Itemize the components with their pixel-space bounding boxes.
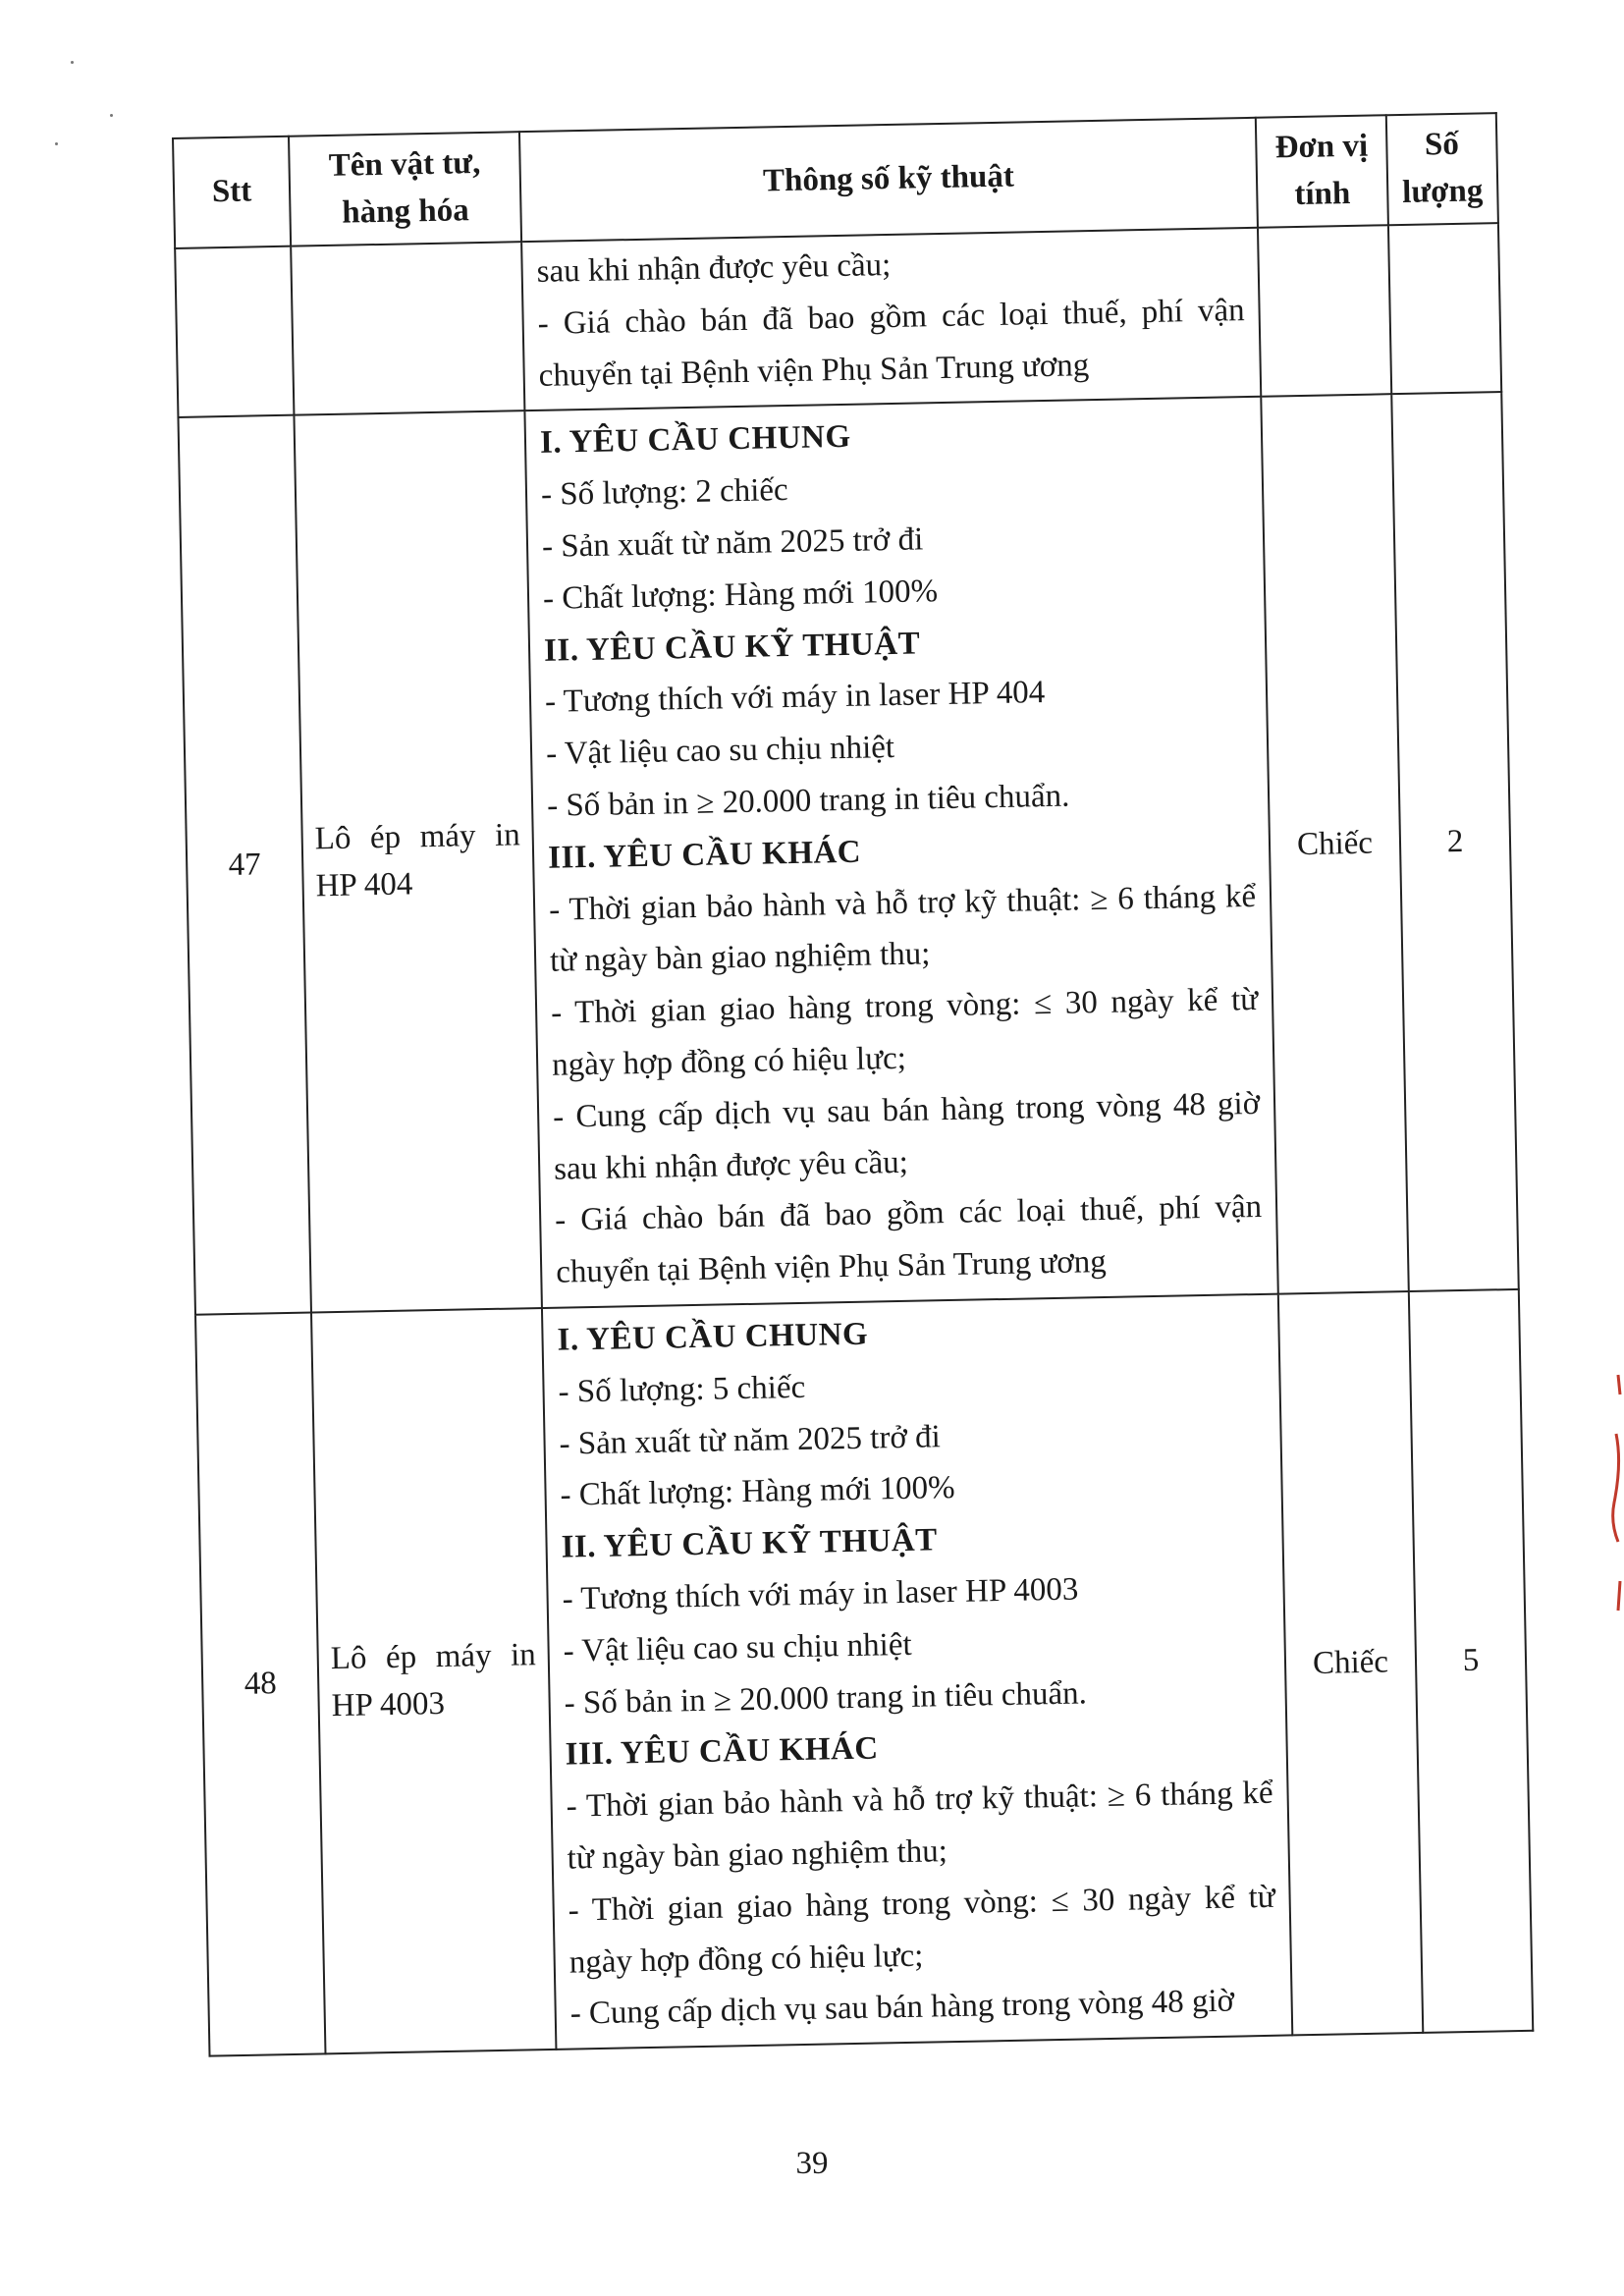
spec-line: - Thời gian giao hàng trong vòng: ≤ 30 ngày kể từ ngày hợp đồng có hiệu lực; [568, 1879, 1275, 1981]
header-spec: Thông số kỹ thuật [519, 118, 1258, 242]
spec-line: sau khi nhận được yêu cầu; [536, 246, 892, 290]
spec-line: - Vật liệu cao su chịu nhiệt [545, 730, 895, 772]
spec-line: - Thời gian giao hàng trong vòng: ≤ 30 ngày kể từ ngày hợp đồng có hiệu lực; [550, 982, 1259, 1083]
page-number: 39 [795, 2146, 829, 2181]
spec-line: - Sản xuất từ năm 2025 trở đi [541, 521, 924, 565]
spec-line: - Cung cấp dịch vụ sau bán hàng trong vòng 48 giờ [569, 1983, 1235, 2032]
table-row-47 [178, 392, 1518, 1314]
cell-unit: Chiếc [1278, 1291, 1423, 2036]
section-heading: III. YÊU CẦU KHÁC [547, 834, 862, 876]
cell-stt: 48 [195, 1312, 325, 2055]
spec-line: - Giá chào bán đã bao gồm các loại thuế, phí vận chuyển tại Bệnh viện Phụ Sản Trung ương [537, 292, 1245, 394]
section-heading: I. YÊU CẦU CHUNG [557, 1316, 869, 1358]
header-name: Tên vật tư, hàng hóa [289, 132, 521, 246]
spec-line: - Chất lượng: Hàng mới 100% [542, 573, 939, 617]
scan-speck [110, 114, 113, 117]
cell-qty: 5 [1409, 1289, 1533, 2033]
cell-unit [1258, 225, 1391, 397]
table-row-48 [195, 1289, 1533, 2056]
cell-spec [521, 228, 1261, 411]
red-stamp-edge-icon [1606, 1355, 1624, 1650]
cell-name [291, 242, 524, 415]
spec-line: - Số lượng: 5 chiếc [558, 1369, 806, 1410]
spec-line: - Tương thích với máy in laser HP 4003 [562, 1571, 1079, 1617]
cell-stt [175, 246, 294, 418]
section-heading: II. YÊU CẦU KỸ THUẬT [561, 1522, 939, 1565]
spec-table-wrapper [172, 112, 1532, 2057]
section-heading: II. YÊU CẦU KỸ THUẬT [543, 626, 921, 669]
cell-spec [542, 1294, 1292, 2050]
spec-line: - Thời gian bảo hành và hỗ trợ kỹ thuật: ≥ 6 tháng kể từ ngày bàn giao nghiệm thu; [566, 1775, 1273, 1877]
cell-unit: Chiếc [1261, 395, 1409, 1294]
cell-name: Lô ép máy in HP 404 [294, 411, 541, 1313]
cell-spec [524, 397, 1277, 1308]
header-qty: Số lượng [1386, 113, 1498, 225]
spec-line: - Vật liệu cao su chịu nhiệt [563, 1626, 912, 1669]
spec-line: - Số bản in ≥ 20.000 trang in tiêu chuẩn. [546, 778, 1070, 824]
cell-stt: 47 [178, 415, 311, 1315]
spec-line: - Cung cấp dịch vụ sau bán hàng trong vòng 48 giờ sau khi nhận được yêu cầu; [552, 1085, 1261, 1187]
spec-line: - Số bản in ≥ 20.000 trang in tiêu chuẩn. [564, 1674, 1088, 1722]
spec-line: - Thời gian bảo hành và hỗ trợ kỹ thuật: ≥ 6 tháng kể từ ngày bàn giao nghiệm thu; [548, 878, 1257, 980]
scan-speck [71, 61, 74, 64]
header-stt: Stt [173, 137, 291, 248]
spec-table [172, 112, 1534, 2057]
spec-line: - Sản xuất từ năm 2025 trở đi [559, 1418, 942, 1462]
table-row-continuation [175, 223, 1501, 417]
section-heading: III. YÊU CẦU KHÁC [565, 1730, 879, 1773]
spec-line: - Số lượng: 2 chiếc [540, 472, 788, 514]
cell-name: Lô ép máy in HP 4003 [311, 1308, 556, 2054]
cell-qty [1388, 223, 1501, 395]
spec-line: - Giá chào bán đã bao gồm các loại thuế, phí vận chuyển tại Bệnh viện Phụ Sản Trung ương [554, 1189, 1263, 1290]
section-heading: I. YÊU CẦU CHUNG [539, 419, 851, 462]
spec-line: - Chất lượng: Hàng mới 100% [560, 1470, 955, 1513]
scan-speck [55, 142, 58, 145]
spec-line: - Tương thích với máy in laser HP 404 [544, 675, 1046, 721]
header-unit: Đơn vị tính [1256, 115, 1388, 228]
cell-qty: 2 [1391, 392, 1519, 1291]
